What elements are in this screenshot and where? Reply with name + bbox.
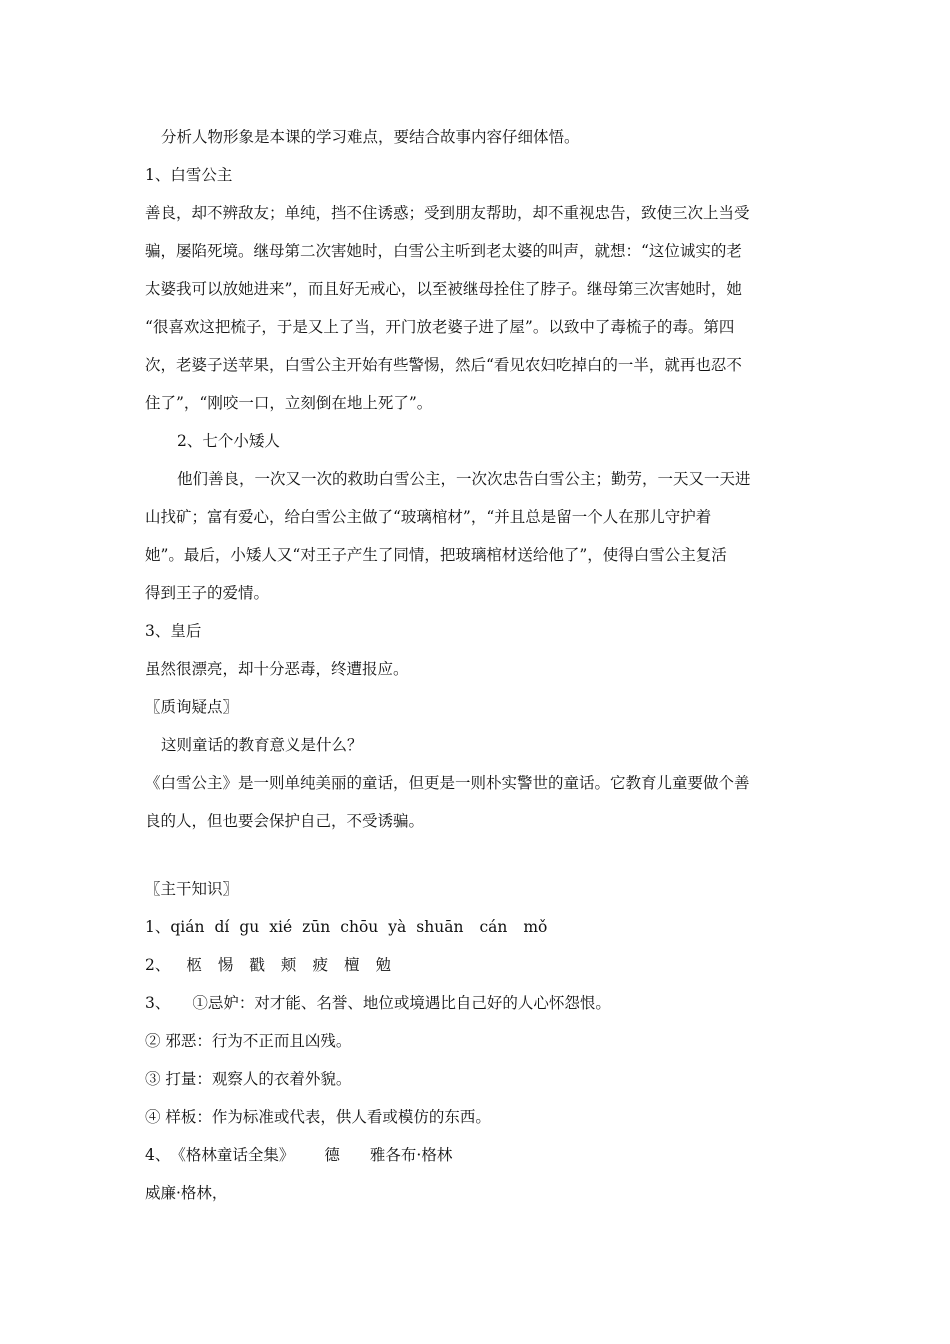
question-text: 这则童话的教育意义是什么？: [161, 736, 363, 754]
definition-line: ④ 样板：作为标准或代表，供人看或模仿的东西。: [145, 1108, 491, 1126]
pinyin-word: zūn: [302, 918, 331, 936]
item-number: 1、: [145, 918, 171, 936]
section2-line: 她”。最后，小矮人又“对王子产生了同情，把玻璃棺材送给他了”，使得白雪公主复活: [145, 546, 727, 564]
pinyin-row: [145, 908, 810, 946]
item-number: 4、: [145, 1146, 171, 1164]
definition-line: ② 邪恶：行为不正而且凶残。: [145, 1032, 352, 1050]
character: 颊: [280, 956, 297, 974]
knowledge-heading: 〖主干知识〗: [145, 880, 239, 898]
answer-line: 《白雪公主》是一则单纯美丽的童话，但更是一则朴实警世的童话。它教育儿童要做个善: [145, 774, 750, 792]
definition-line: ③ 打量：观察人的衣着外貌。: [145, 1070, 352, 1088]
section1-line: 住了”，“刚咬一口，立刻倒在地上死了”。: [145, 394, 433, 412]
author-country: 德: [324, 1146, 340, 1164]
document-page: [145, 118, 810, 1212]
item-number: 2、: [145, 956, 171, 974]
author-name: 雅各布·格林: [369, 1146, 453, 1164]
section-heading-queen: 3、皇后: [145, 622, 202, 640]
definition-line: ①忌妒：对才能、名誉、地位或境遇比自己好的人心怀怨恨。: [192, 994, 611, 1012]
spacer: [145, 840, 810, 870]
character: 戳: [249, 956, 265, 974]
pinyin-word: cán: [479, 918, 508, 936]
pinyin-word: shuān: [416, 918, 464, 936]
book-title: 《格林童话全集》: [170, 1146, 295, 1164]
character: 柩: [186, 956, 202, 974]
section1-line: 骗，屡陷死境。继母第二次害她时，白雪公主听到老太婆的叫声，就想：“这位诚实的老: [145, 242, 742, 260]
section1-line: 善良，却不辨敌友；单纯，挡不住诱惑；受到朋友帮助，却不重视忠告，致使三次上当受: [145, 204, 750, 222]
character: 勉: [375, 956, 391, 974]
book-row: [145, 1136, 810, 1174]
section1-line: “很喜欢这把梳子，于是又上了当，开门放老婆子进了屋”。以致中了毒梳子的毒。第四: [145, 318, 735, 336]
pinyin-word: yà: [388, 918, 407, 936]
pinyin-word: chōu: [340, 918, 379, 936]
author-name-second: 威廉·格林，: [145, 1184, 228, 1202]
character: 檀: [343, 956, 360, 974]
item-number: 3、: [145, 994, 171, 1012]
definition-row: [145, 984, 810, 1022]
character: 惕: [217, 956, 234, 974]
question-heading: 〖质询疑点〗: [145, 698, 239, 716]
character: 疲: [312, 956, 328, 974]
pinyin-word: gu: [239, 918, 260, 936]
section-heading-snow-white: 1、白雪公主: [145, 166, 233, 184]
section3-line: 虽然很漂亮，却十分恶毒，终遭报应。: [145, 660, 409, 678]
answer-line: 良的人，但也要会保护自己，不受诱骗。: [145, 812, 425, 830]
intro-paragraph: 分析人物形象是本课的学习难点，要结合故事内容仔细体悟。: [161, 128, 580, 146]
section1-line: 太婆我可以放她进来”，而且好无戒心，以至被继母拴住了脖子。继母第三次害她时，她: [145, 280, 742, 298]
pinyin-word: qián: [170, 918, 205, 936]
section2-line: 山找矿；富有爱心，给白雪公主做了“玻璃棺材”，“并且总是留一个人在那儿守护着: [145, 508, 712, 526]
section2-line: 得到王子的爱情。: [145, 584, 270, 602]
section1-line: 次，老婆子送苹果，白雪公主开始有些警惕，然后“看见农妇吃掉白的一半，就再也忍不: [145, 356, 742, 374]
pinyin-word: dí: [214, 918, 230, 936]
characters-row: [145, 946, 810, 984]
section-heading-seven-dwarfs: 2、七个小矮人: [177, 432, 280, 450]
pinyin-word: mǒ: [523, 918, 548, 936]
pinyin-word: xié: [269, 918, 293, 936]
section2-line: 他们善良，一次又一次的救助白雪公主，一次次忠告白雪公主；勤劳，一天又一天进: [177, 470, 751, 488]
